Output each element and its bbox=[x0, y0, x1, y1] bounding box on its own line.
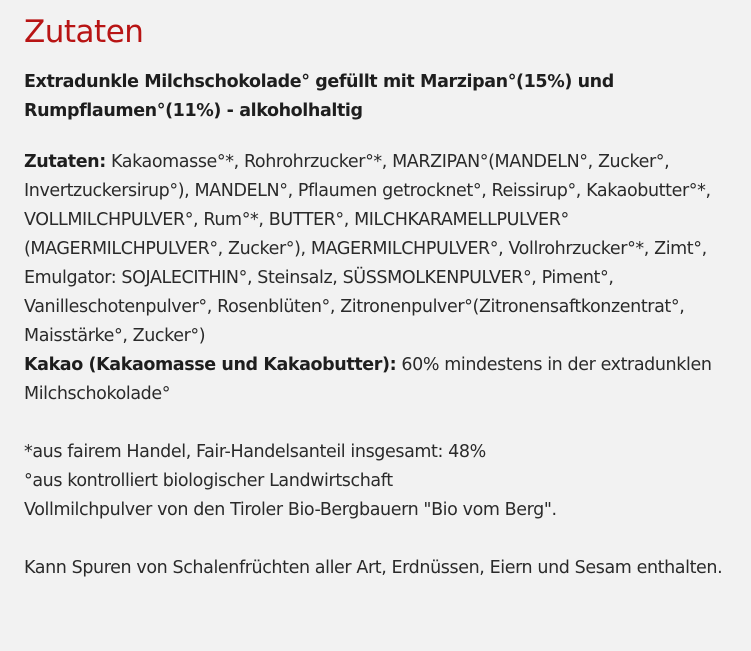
ingredients-block bbox=[24, 148, 727, 409]
note-fair-trade: *aus fairem Handel, Fair-Handelsanteil insgesamt: 48% bbox=[24, 442, 486, 462]
ingredients-paragraph bbox=[24, 148, 727, 351]
note-organic: °aus kontrolliert biologischer Landwirtschaft bbox=[24, 471, 393, 491]
ingredients-text: Kakaomasse°*, Rohrohrzucker°*, MARZIPAN°(MANDELN°, Zucker°, Invertzuckersirup°), MANDELN°, Pflaumen getrocknet°, Reissirup°, Kakaobutter°*, VOLLMILCHPULVER°, Rum°*, BUTTER°, MILCHKARAMELLPULVER°(MAGERMILCHPULVER°, Zucker°), MAGERMILCHPULVER°, Vollrohrzucker°*, Zimt°, Emulgator: SOJALECITHIN°, Steinsalz, SÜSSMOLKENPULVER°, Piment°, Vanilleschotenpulver°, Rosenblüten°, Zitronenpulver°(Zitronensaftkonzentrat°, Maisstärke°, Zucker°) bbox=[24, 152, 711, 346]
cocoa-paragraph bbox=[24, 351, 727, 409]
section-heading: Zutaten bbox=[24, 14, 144, 50]
product-description: Extradunkle Milchschokolade° gefüllt mit Marzipan°(15%) und Rumpflaumen°(11%) - alkoholhaltig bbox=[24, 72, 614, 121]
cocoa-label: Kakao (Kakaomasse und Kakaobutter): bbox=[24, 355, 397, 375]
allergen-notice: Kann Spuren von Schalenfrüchten aller Art, Erdnüssen, Eiern und Sesam enthalten. bbox=[24, 558, 723, 578]
notes-block bbox=[24, 438, 727, 525]
cocoa-text: 60% mindestens in der extradunklen Milchschokolade° bbox=[24, 355, 712, 404]
note-milk-powder: Vollmilchpulver von den Tiroler Bio-Bergbauern "Bio vom Berg". bbox=[24, 500, 557, 520]
ingredients-label: Zutaten: bbox=[24, 152, 106, 172]
allergen-block bbox=[24, 554, 727, 583]
